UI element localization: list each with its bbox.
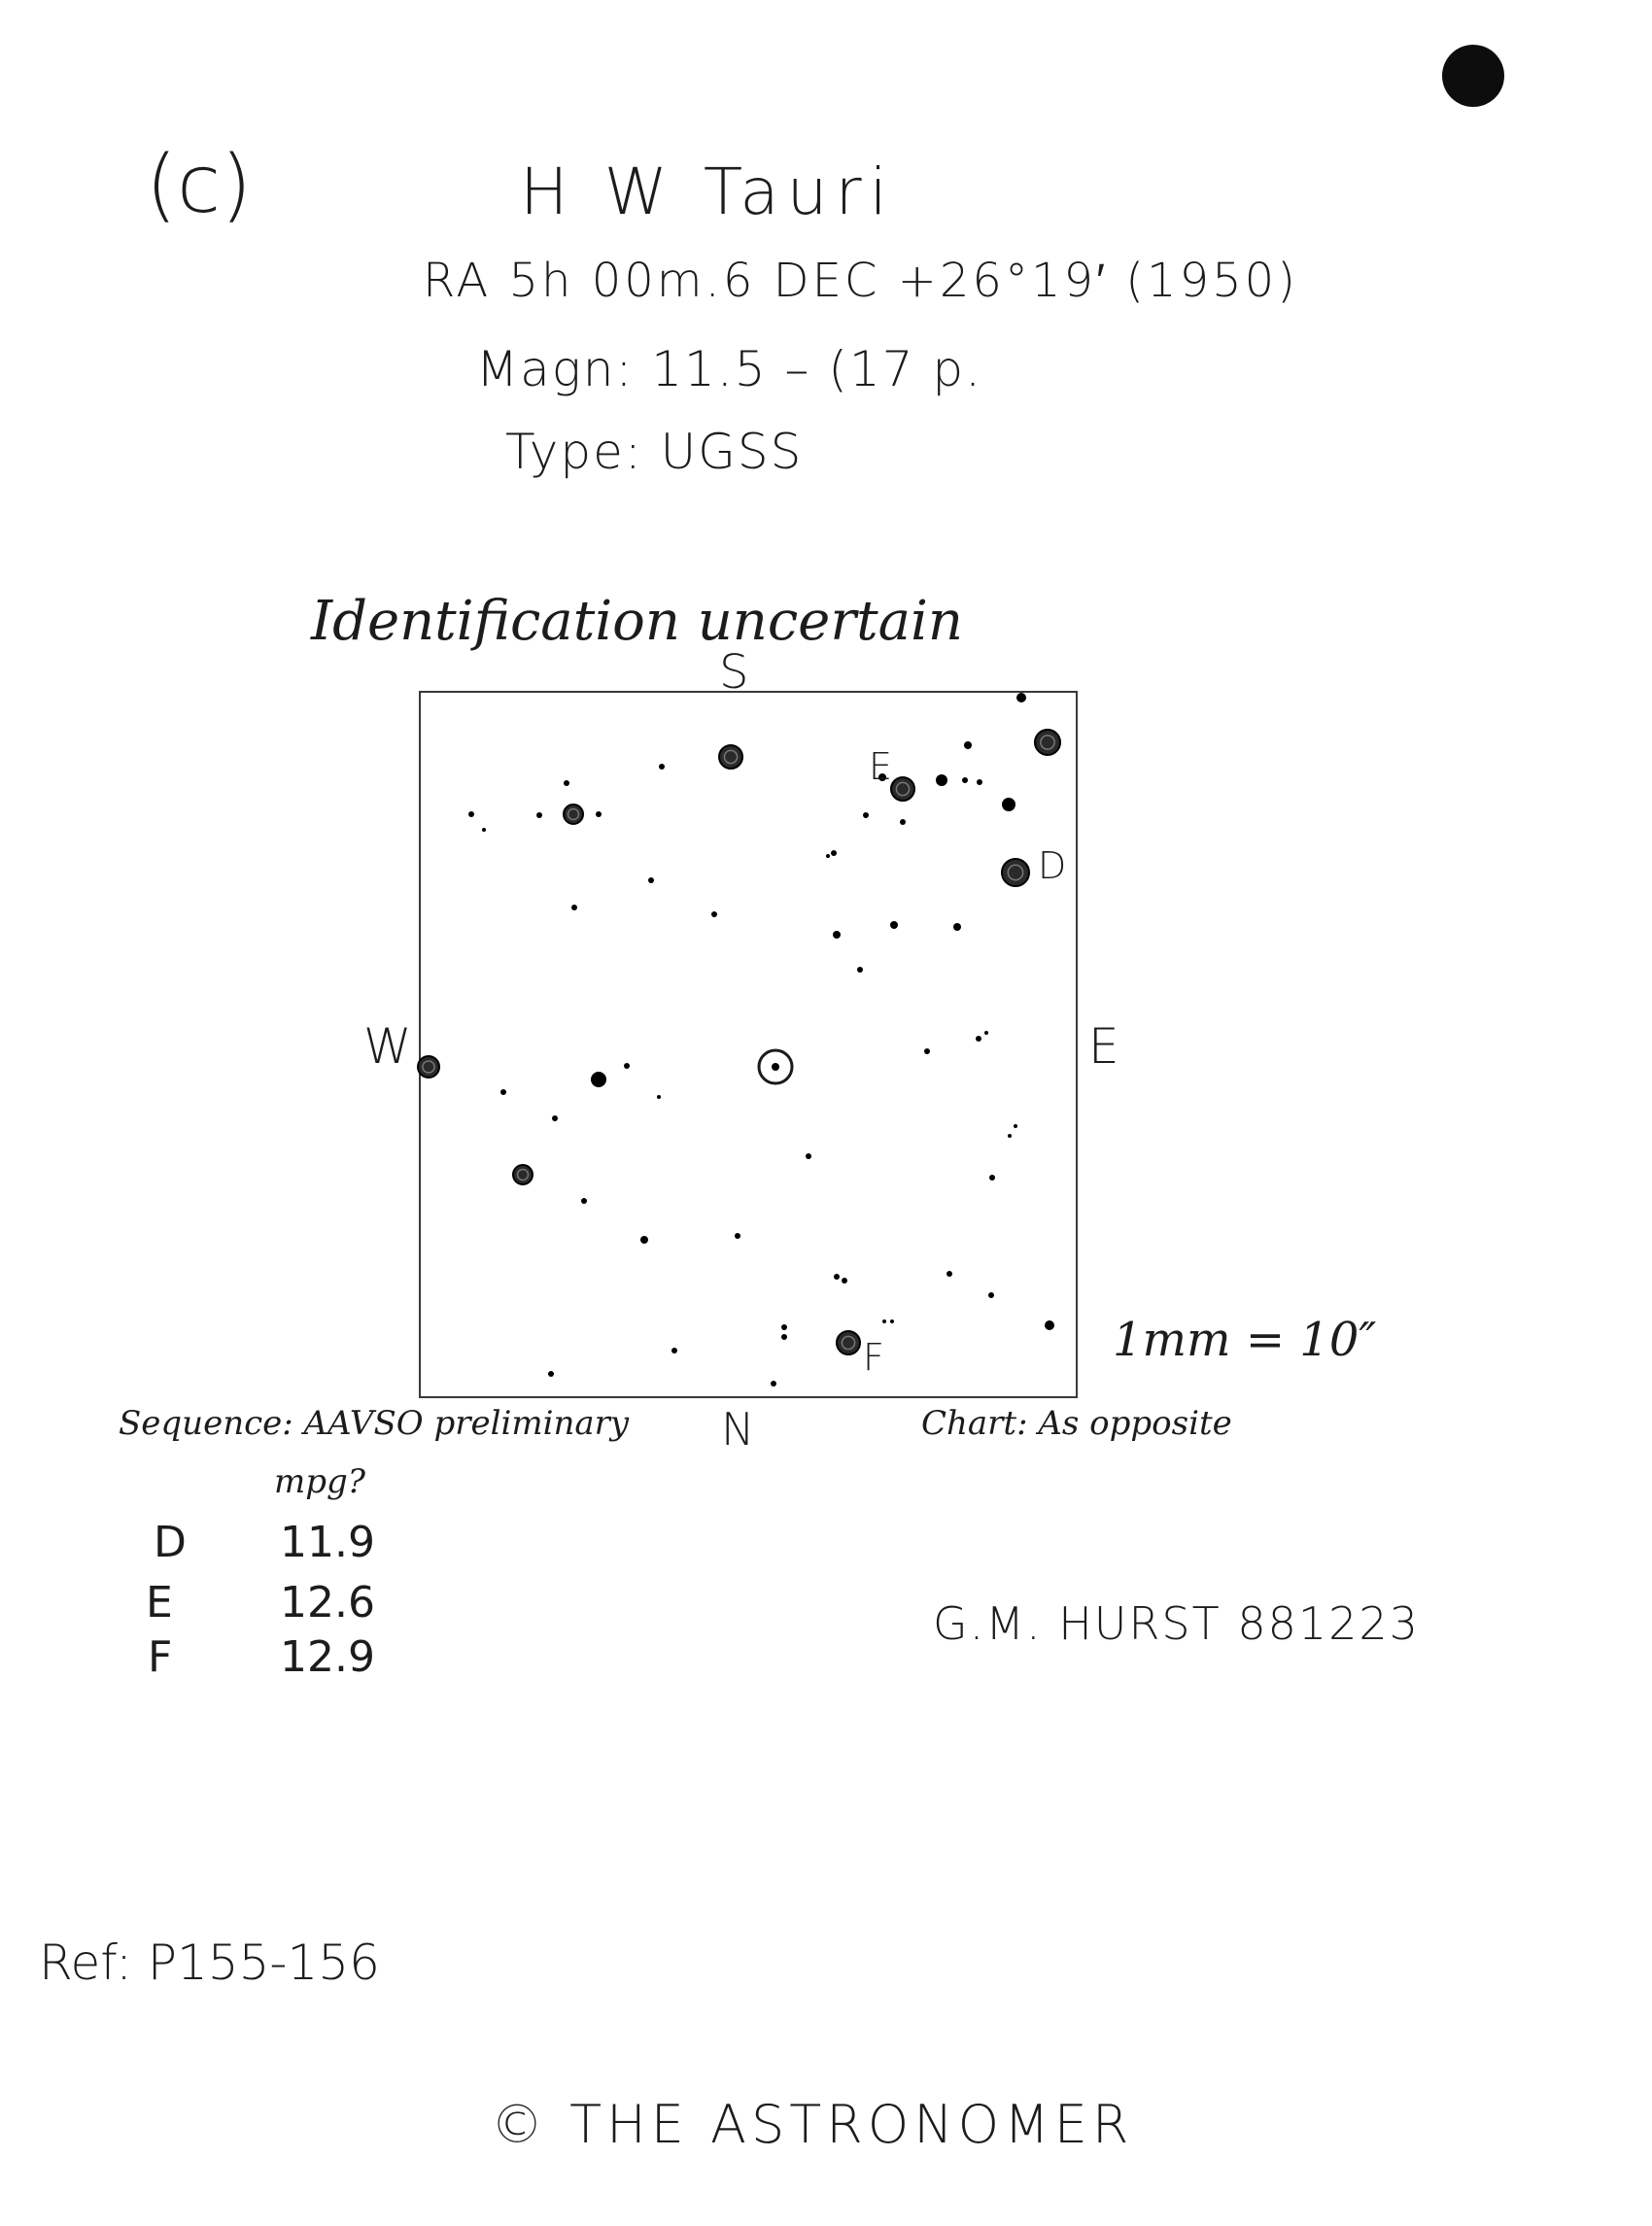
star-dot [831, 850, 837, 856]
chart-frame [420, 692, 1077, 1397]
star-dot [564, 780, 569, 786]
star-dot [418, 1056, 439, 1078]
star-dot [1002, 798, 1015, 811]
star-dot [806, 1153, 811, 1159]
star-dot [513, 1165, 533, 1184]
star-dot [962, 777, 968, 783]
sequence-unit: mpg? [274, 1462, 365, 1501]
star-dot [834, 1274, 840, 1280]
page-title: H W Tauri [520, 154, 895, 229]
star-dot [826, 854, 830, 858]
magnitude-range: Magn: 11.5 – (17 p. [476, 341, 982, 397]
star-dot [988, 1292, 994, 1298]
star-dot [890, 921, 898, 929]
star-field [418, 693, 1060, 1387]
direction-right: E [1088, 1018, 1119, 1075]
star-dot [624, 1063, 630, 1069]
sequence-mag-f: 12.9 [280, 1632, 375, 1682]
sequence-label: Sequence: AAVSO preliminary [119, 1404, 630, 1443]
chart-scale: 1mm = 10″ [1113, 1313, 1377, 1367]
star-dot [837, 1331, 860, 1354]
author-signature: G.M. HURST 881223 [933, 1597, 1420, 1650]
star-dot [842, 1278, 847, 1284]
star-dot [659, 764, 665, 770]
variable-type: Type: UGSS [505, 424, 804, 480]
star-dot [964, 741, 972, 749]
sequence-star-e: E [146, 1578, 173, 1627]
star-dot [946, 1271, 952, 1277]
star-dot [863, 812, 869, 818]
star-dot [1035, 730, 1060, 755]
sequence-mag-e: 12.6 [280, 1578, 375, 1627]
star-dot [735, 1233, 740, 1239]
star-dot [536, 812, 542, 818]
sequence-star-f: F [148, 1632, 173, 1682]
star-dot [984, 1031, 988, 1035]
star-dot [1008, 1134, 1012, 1138]
star-dot [591, 1072, 606, 1087]
copyright-notice: © THE ASTRONOMER [491, 2094, 1134, 2155]
direction-top: S [719, 645, 749, 700]
star-dot [571, 905, 577, 910]
direction-bottom: N [721, 1403, 755, 1455]
star-dot [781, 1324, 787, 1330]
star-dot [468, 811, 474, 817]
sequence-mag-d: 11.9 [280, 1518, 375, 1567]
star-dot [936, 774, 947, 786]
star-dot [564, 805, 583, 824]
star-dot [648, 877, 654, 883]
star-dot [989, 1175, 995, 1181]
star-dot [581, 1198, 587, 1204]
star-dot [890, 1319, 894, 1323]
star-dot [719, 745, 742, 769]
section-label: (c) [146, 139, 253, 231]
star-dot [552, 1115, 558, 1121]
star-dot [857, 967, 863, 973]
star-dot [671, 1348, 677, 1353]
chart-note: Chart: As opposite [921, 1404, 1232, 1443]
star-dot [640, 1236, 648, 1244]
star-dot [833, 931, 841, 939]
star-dot [1016, 693, 1026, 702]
star-dot [976, 1036, 981, 1042]
star-dot [771, 1381, 776, 1387]
star-dot [711, 911, 717, 917]
identification-note: Identification uncertain [311, 590, 963, 653]
star-dot [781, 1334, 787, 1340]
star-dot [1014, 1124, 1017, 1128]
variable-star-circled-dot-icon [759, 1050, 792, 1083]
star-dot [548, 1371, 554, 1377]
star-dot [900, 819, 906, 825]
star-dot [891, 777, 914, 801]
star-dot [1045, 1320, 1054, 1330]
direction-left: W [363, 1018, 412, 1075]
comparison-label-e: E [869, 745, 893, 788]
comparison-label-f: F [863, 1336, 884, 1379]
star-dot [657, 1095, 661, 1099]
star-dot [1002, 859, 1029, 886]
star-dot [882, 1319, 886, 1323]
sequence-star-d: D [154, 1518, 187, 1567]
star-dot [500, 1089, 506, 1095]
star-dot [953, 923, 961, 931]
coordinates: RA 5h 00m.6 DEC +26°19′ (1950) [423, 254, 1298, 308]
reference: Ref: P155-156 [39, 1935, 380, 1991]
star-dot [977, 779, 982, 785]
star-dot [482, 828, 486, 832]
star-dot [924, 1048, 930, 1054]
comparison-label-d: D [1038, 844, 1067, 887]
star-dot [596, 811, 602, 817]
